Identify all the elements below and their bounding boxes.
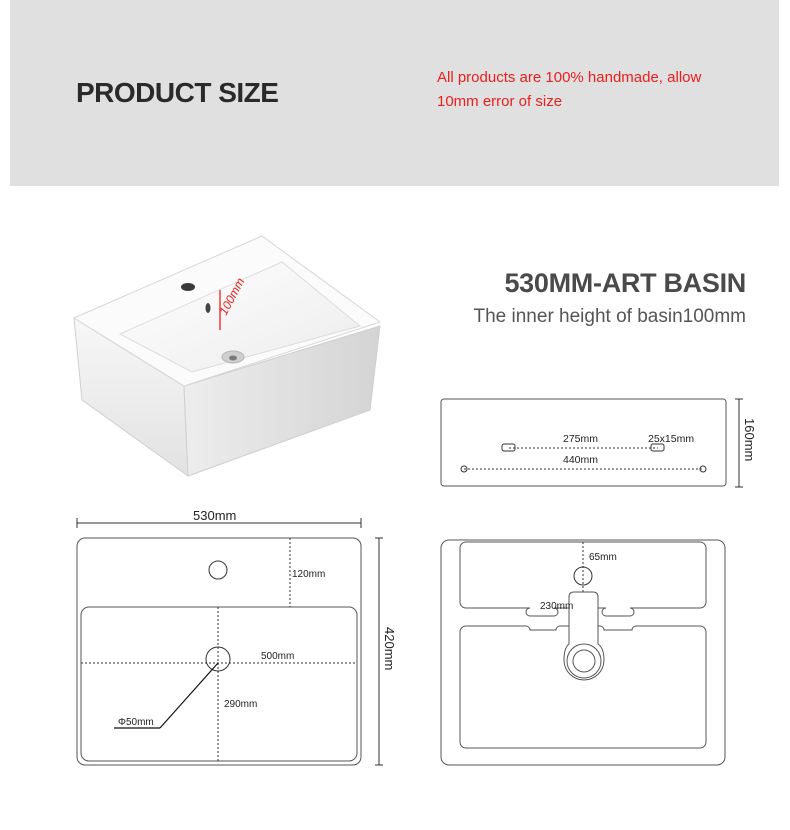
back-view-drawing xyxy=(441,540,725,765)
tap-offset-label: 120mm xyxy=(292,569,326,580)
product-name: 530MM-ART BASIN xyxy=(504,268,746,298)
basin-photo xyxy=(74,236,380,476)
bracket-height-label: 230mm xyxy=(540,601,574,612)
drain-diameter-label: Φ50mm xyxy=(118,717,154,728)
inner-height-label: 100mm xyxy=(216,275,248,318)
drain-center xyxy=(229,356,237,361)
notice-line-1: All products are 100% handmade, allow xyxy=(437,69,702,86)
page-title: PRODUCT SIZE xyxy=(76,77,279,108)
top-view-drawing xyxy=(77,508,397,765)
side-height-label: 160mm xyxy=(742,418,757,462)
width-label: 530mm xyxy=(193,508,237,523)
side-view-drawing xyxy=(441,399,757,487)
overflow-hole xyxy=(206,303,211,313)
notice-line-2: 10mm error of size xyxy=(437,93,563,110)
product-subtitle: The inner height of basin100mm xyxy=(473,306,746,327)
mount-spacing-label: 440mm xyxy=(563,454,599,466)
back-hole-label: 65mm xyxy=(589,552,617,563)
tap-hole xyxy=(181,283,195,291)
hole-spacing-label: 275mm xyxy=(563,433,599,445)
drain-offset-label: 290mm xyxy=(224,699,258,710)
slot-size-label: 25x15mm xyxy=(648,433,695,445)
depth-label: 420mm xyxy=(382,627,397,671)
inner-width-label: 500mm xyxy=(261,651,295,662)
